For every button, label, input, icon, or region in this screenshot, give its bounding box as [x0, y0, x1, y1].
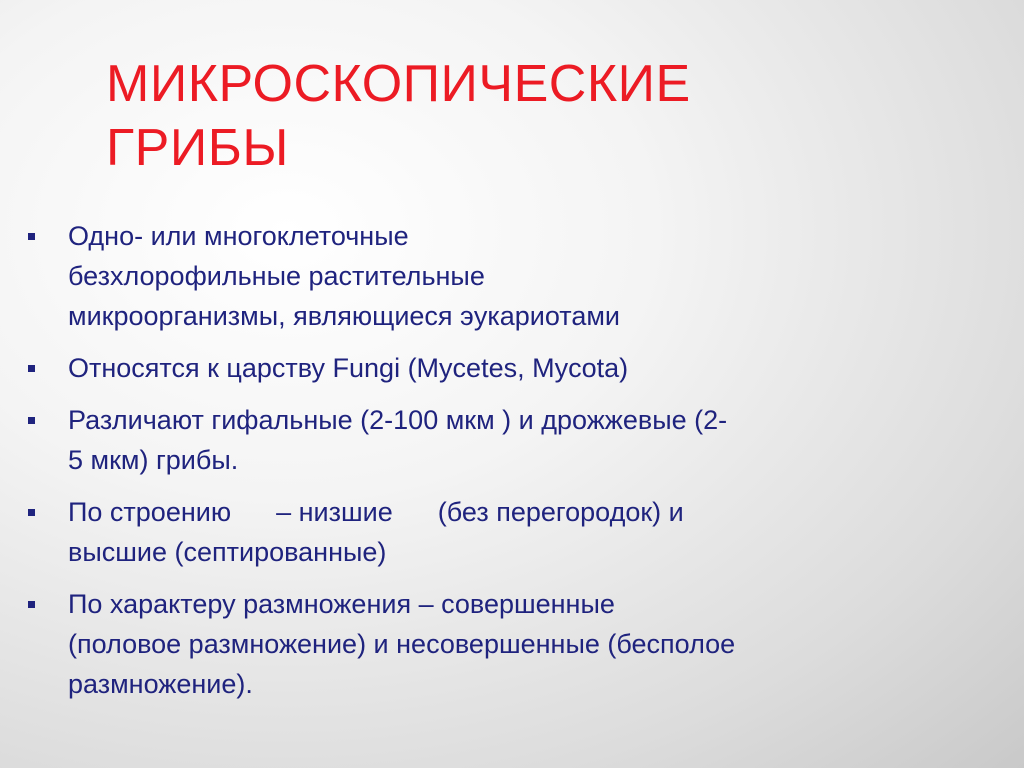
bullet-text: По строению – низшие (без перегородок) и высшие (септированные) — [68, 497, 684, 567]
square-bullet-icon — [28, 233, 35, 240]
bullet-text: Относятся к царству Fungi (Mycetes, Mycota) — [68, 353, 629, 383]
bullet-item — [28, 584, 968, 704]
square-bullet-icon — [28, 509, 35, 516]
bullet-item — [28, 492, 968, 572]
square-bullet-icon — [28, 417, 35, 424]
bullet-item — [28, 348, 968, 388]
bullet-item — [28, 400, 968, 480]
bullet-text: По характеру размножения – совершенные (половое размножение) и несовершенные (бесполое размножение). — [68, 589, 736, 699]
bullet-text: Различают гифальные (2-100 мкм ) и дрожжевые (2- 5 мкм) грибы. — [68, 405, 728, 475]
bullet-item — [28, 216, 968, 336]
bullet-text: Одно- или многоклеточные безхлорофильные растительные микроорганизмы, являющиеся эукариотами — [68, 221, 620, 331]
square-bullet-icon — [28, 601, 35, 608]
bullet-list — [28, 216, 968, 716]
square-bullet-icon — [28, 365, 35, 372]
slide-title: МИКРОСКОПИЧЕСКИЕ ГРИБЫ — [106, 55, 691, 177]
